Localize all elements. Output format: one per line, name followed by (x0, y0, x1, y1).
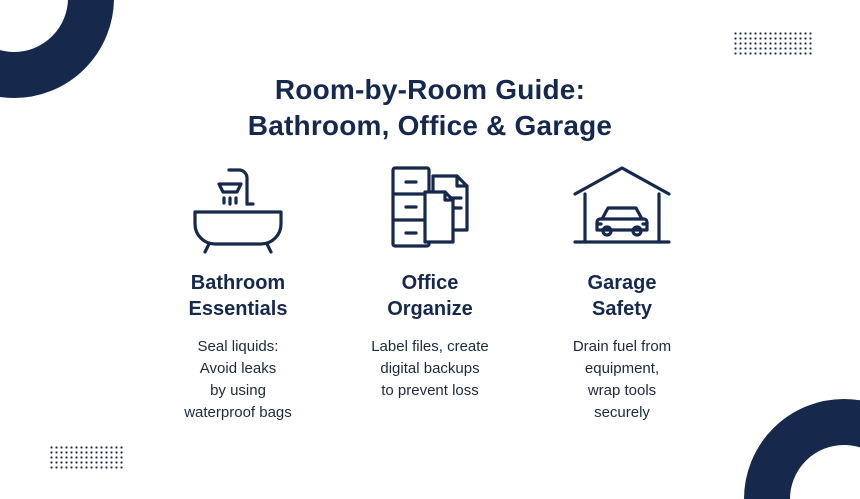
column-office-description (340, 336, 520, 402)
column-garage-description (532, 336, 712, 424)
column-office-desc-line-2: digital backups (380, 360, 480, 377)
page-title-line-2: Bathroom, Office & Garage (247, 110, 613, 141)
column-bathroom-desc-line-1: Seal liquids: (197, 338, 279, 355)
column-office-title (340, 270, 520, 322)
page-title-line-1: Room-by-Room Guide: (274, 74, 586, 105)
garage-car-icon (532, 160, 712, 256)
column-bathroom-desc-line-3: by using (210, 382, 266, 399)
column-garage (532, 160, 712, 424)
column-office-title-line-1: Office (401, 272, 459, 294)
column-bathroom-title-line-2: Essentials (188, 298, 288, 320)
column-garage-desc-line-2: equipment, (584, 360, 660, 377)
decorative-arc-bottom-right (744, 399, 860, 499)
column-group (148, 160, 712, 424)
column-office-title-line-2: Organize (387, 298, 473, 320)
column-garage-desc-line-1: Drain fuel from (572, 338, 672, 355)
column-bathroom-description (148, 336, 328, 424)
page-title (0, 72, 860, 144)
column-bathroom-desc-line-4: waterproof bags (184, 404, 292, 421)
column-office-desc-line-3: to prevent loss (381, 382, 479, 399)
column-bathroom-title-line-1: Bathroom (190, 272, 286, 294)
column-bathroom-title (148, 270, 328, 322)
column-garage-title-line-2: Safety (591, 298, 653, 320)
column-office (340, 160, 520, 402)
column-bathroom-desc-line-2: Avoid leaks (199, 360, 277, 377)
column-garage-title (532, 270, 712, 322)
bathtub-shower-icon (148, 160, 328, 256)
dot-grid-top-right (733, 31, 813, 55)
file-cabinet-documents-icon (340, 160, 520, 256)
column-office-desc-line-1: Label files, create (371, 338, 489, 355)
column-garage-title-line-1: Garage (587, 272, 657, 294)
column-garage-desc-line-3: wrap tools (587, 382, 657, 399)
dot-grid-bottom-left (49, 445, 124, 469)
column-bathroom (148, 160, 328, 424)
column-garage-desc-line-4: securely (594, 404, 650, 421)
